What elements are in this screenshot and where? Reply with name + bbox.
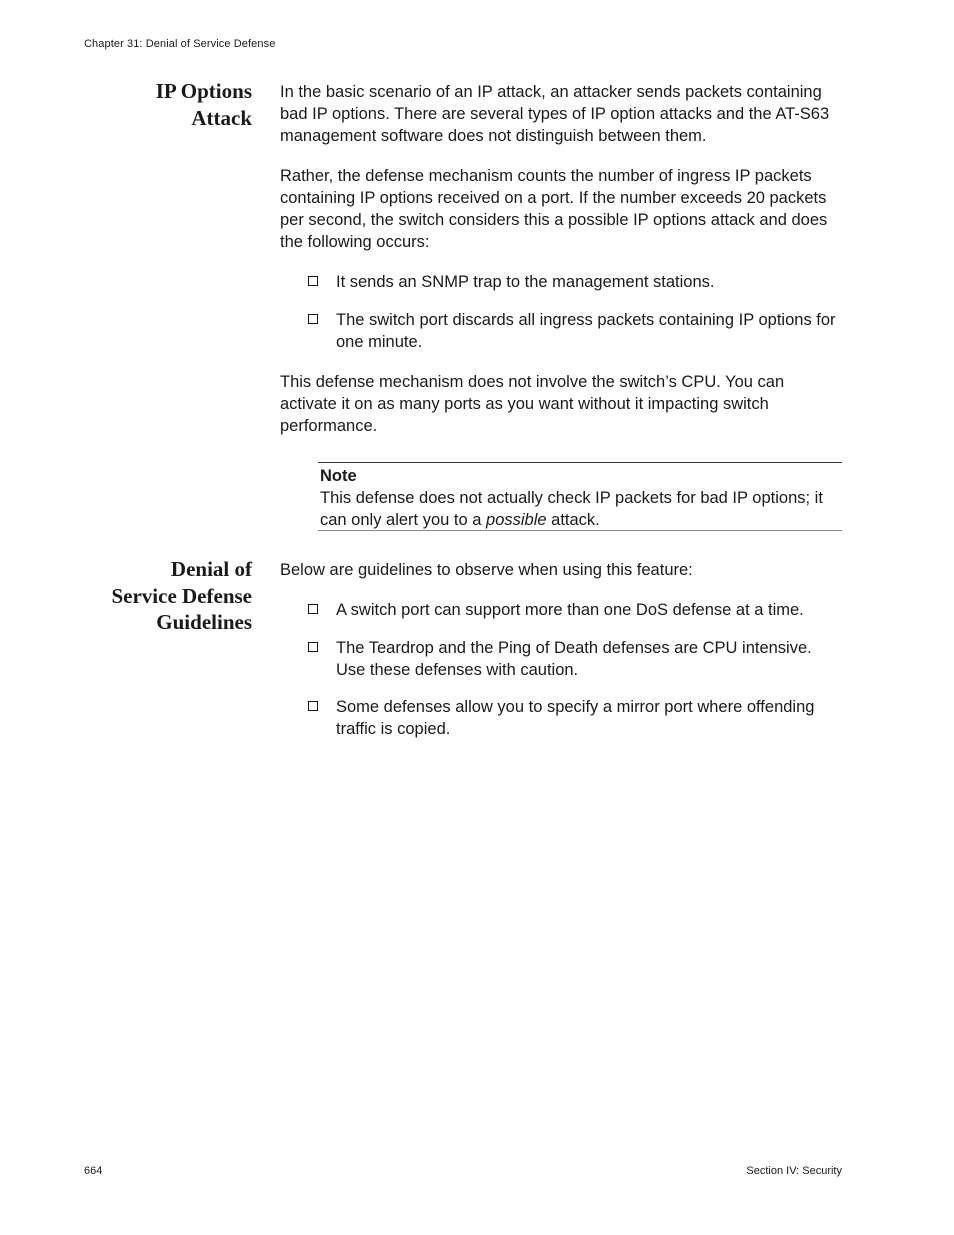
list-item-text: A switch port can support more than one DoS defense at a time. [336,601,804,619]
heading-line: Attack [191,105,252,130]
paragraph [280,371,845,437]
heading-line: Denial of [170,557,252,581]
checkbox-bullet-icon [308,314,318,324]
paragraph-text: Below are guidelines to observe when using this feature: [280,561,693,579]
list-item-text: The Teardrop and the Ping of Death defenses are CPU intensive. Use these defenses with caution. [336,639,812,679]
note-box [318,462,842,531]
list-item-text: It sends an SNMP trap to the management stations. [336,273,715,291]
list-item [308,271,843,293]
page-number: 664 [84,1165,103,1177]
note-emphasis: possible [486,511,547,529]
paragraph [280,559,845,581]
list-item-text: The switch port discards all ingress packets containing IP options for one minute. [336,311,836,351]
list-item [308,696,843,740]
heading-line: Service Defense [111,583,252,608]
paragraph [280,81,845,147]
note-text-part: This defense does not actually check IP packets for bad IP options; it can only alert you to a [320,489,823,529]
heading-line: Guidelines [156,610,252,634]
paragraph-text: In the basic scenario of an IP attack, an attacker sends packets containing bad IP options. There are several types of IP option attacks and the AT-S63 management software does not distinguish between them. [280,83,830,145]
footer-section: Section IV: Security [746,1165,842,1177]
checkbox-bullet-icon [308,604,318,614]
list-item [308,599,843,621]
checkbox-bullet-icon [308,642,318,652]
note-text-part: attack. [546,511,600,529]
heading-line: IP Options [155,79,252,103]
list-item-text: Some defenses allow you to specify a mirror port where offending traffic is copied. [336,698,815,738]
paragraph [280,165,845,253]
section-heading-dos-guidelines [52,556,252,636]
paragraph-text: Rather, the defense mechanism counts the number of ingress IP packets containing IP options received on a port. If the number exceeds 20 packets per second, the switch considers this a possible IP options attack and does the following occurs: [280,167,828,251]
note-text [320,487,842,531]
note-title: Note [320,467,357,485]
checkbox-bullet-icon [308,701,318,711]
list-item [308,637,843,681]
running-head: Chapter 31: Denial of Service Defense [84,38,276,50]
list-item [308,309,843,353]
paragraph-text: This defense mechanism does not involve the switch’s CPU. You can activate it on as many ports as you want without it impacting switch performance. [280,373,785,435]
checkbox-bullet-icon [308,276,318,286]
section-heading-ip-options-attack [52,78,252,131]
